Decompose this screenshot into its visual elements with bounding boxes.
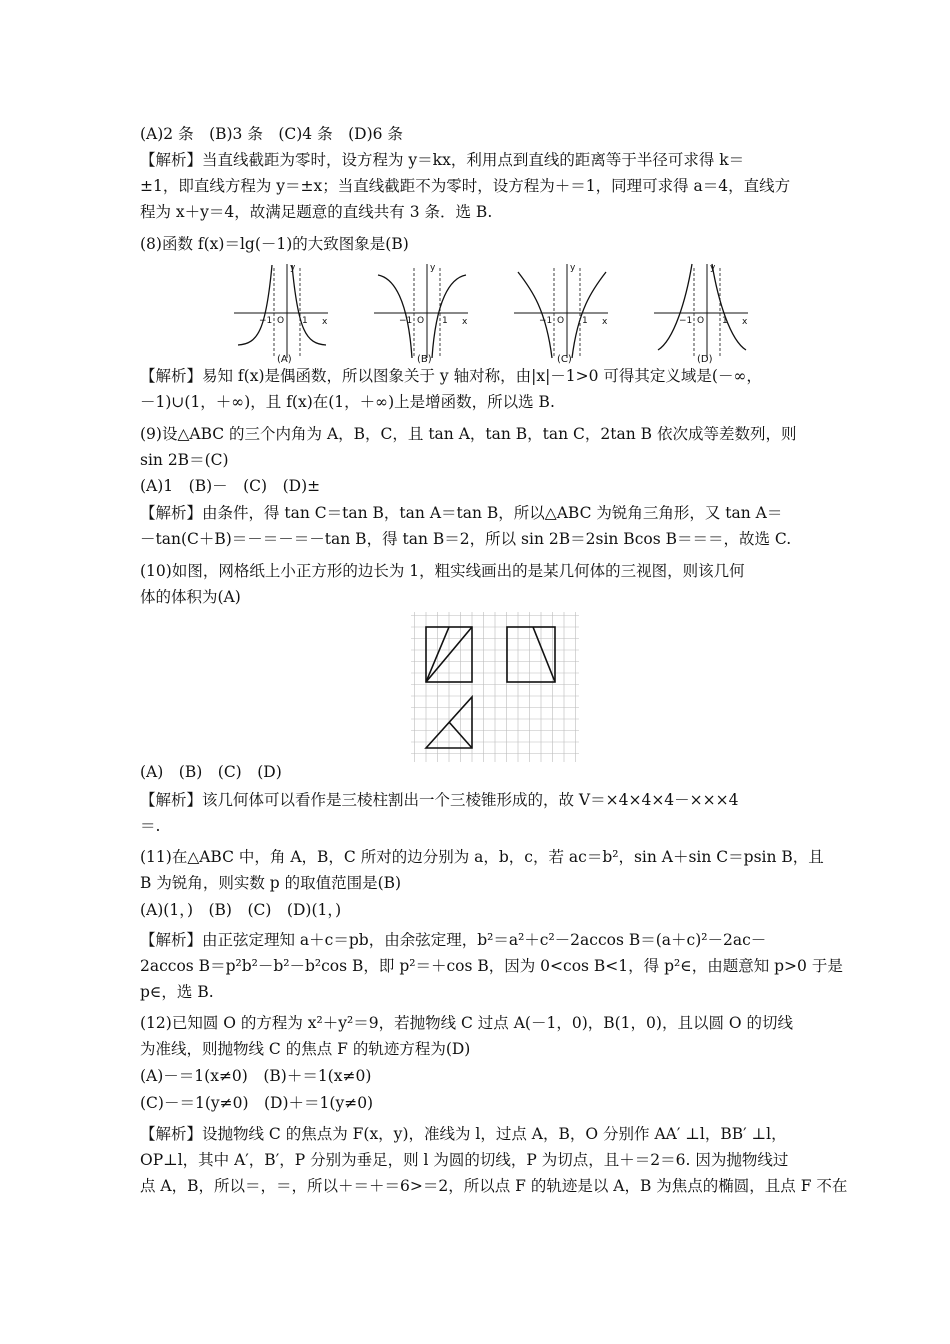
q11-analysis-line-2: 2accos B＝p²b²－b²－b²cos B，即 p²＝＋cos B，因为 0<cos B<1，得 p²∈，由题意知 p>0 于是 bbox=[140, 957, 843, 975]
svg-text:O: O bbox=[417, 316, 425, 326]
graph-a-svg bbox=[232, 260, 332, 360]
svg-text:O: O bbox=[697, 316, 705, 326]
svg-text:1: 1 bbox=[442, 316, 448, 326]
q8-graph-b bbox=[372, 260, 472, 360]
q7-analysis-line-1: 【解析】当直线截距为零时，设方程为 y＝kx，利用点到直线的距离等于半径可求得 k＝ bbox=[140, 151, 745, 169]
svg-text:1: 1 bbox=[722, 316, 728, 326]
svg-text:−1: −1 bbox=[259, 316, 273, 326]
q11-analysis-line-3: p∈，选 B. bbox=[140, 983, 214, 1001]
graph-label-a: (A) bbox=[277, 354, 292, 365]
q12-analysis-line-2: OP⊥l，其中 A′，B′，P 分别为垂足，则 l 为圆的切线，P 为切点，且＋＝2＝6. 因为抛物线过 bbox=[140, 1151, 789, 1169]
y-label: y bbox=[290, 263, 296, 273]
svg-text:y: y bbox=[570, 263, 576, 273]
q9-question-line-1: (9)设△ABC 的三个内角为 A，B，C，且 tan A，tan B，tan C，2tan B 依次成等差数列，则 bbox=[140, 425, 797, 443]
q12-options-1: (A)－＝1(x≠0) (B)＋＝1(x≠0) bbox=[140, 1067, 372, 1085]
svg-text:x: x bbox=[462, 317, 468, 327]
svg-text:−1: −1 bbox=[539, 316, 553, 326]
svg-text:1: 1 bbox=[302, 316, 308, 326]
q10-analysis-line-2: ＝. bbox=[140, 817, 161, 835]
q7-options: (A)2 条 (B)3 条 (C)4 条 (D)6 条 bbox=[140, 125, 403, 143]
svg-text:x: x bbox=[602, 317, 608, 327]
q8-graph-a bbox=[232, 260, 332, 360]
svg-text:y: y bbox=[710, 263, 716, 273]
q10-analysis-line-1: 【解析】该几何体可以看作是三棱柱割出一个三棱锥形成的，故 V＝×4×4×4－×××4 bbox=[140, 791, 739, 809]
graph-label-d: (D) bbox=[697, 354, 713, 365]
graph-label-b: (B) bbox=[417, 354, 432, 365]
q7-analysis-line-3: 程为 x＋y＝4，故满足题意的直线共有 3 条．选 B. bbox=[140, 203, 493, 221]
q12-question-line-1: (12)已知圆 O 的方程为 x²＋y²＝9，若抛物线 C 过点 A(－1，0)，B(1，0)，且以圆 O 的切线 bbox=[140, 1014, 794, 1032]
q10-question-line-1: (10)如图，网格纸上小正方形的边长为 1，粗实线画出的是某几何体的三视图，则该几何 bbox=[140, 562, 745, 580]
q7-analysis-line-2: ±1，即直线方程为 y＝±x；当直线截距不为零时，设方程为＋＝1，同理可求得 a＝4，直线方 bbox=[140, 177, 791, 195]
svg-text:O: O bbox=[557, 316, 565, 326]
q9-analysis-line-1: 【解析】由条件，得 tan C＝tan B，tan A＝tan B，所以△ABC 为锐角三角形，又 tan A＝ bbox=[140, 504, 783, 522]
x-label: x bbox=[322, 317, 328, 327]
q9-analysis-line-2: －tan(C＋B)＝－＝－＝－tan B，得 tan B＝2，所以 sin 2B＝2sin Bcos B＝＝＝，故选 C. bbox=[140, 530, 792, 548]
graph-label-c: (C) bbox=[557, 354, 572, 365]
svg-text:1: 1 bbox=[582, 316, 588, 326]
three-view-figure bbox=[411, 612, 579, 762]
q8-analysis-line-2: －1)∪(1，＋∞)，且 f(x)在(1，＋∞)上是增函数，所以选 B. bbox=[140, 393, 555, 411]
svg-text:x: x bbox=[742, 317, 748, 327]
q9-options: (A)1 (B)－ (C) (D)± bbox=[140, 477, 321, 495]
q12-analysis-line-3: 点 A，B，所以＝，＝，所以＋＝＋＝6>＝2，所以点 F 的轨迹是以 A，B 为焦点的椭圆，且点 F 不在 bbox=[140, 1177, 848, 1195]
q10-options: (A) (B) (C) (D) bbox=[140, 763, 282, 781]
q11-analysis-line-1: 【解析】由正弦定理知 a＋c＝pb，由余弦定理，b²＝a²＋c²－2accos B＝(a＋c)²－2ac－ bbox=[140, 931, 767, 949]
q12-question-line-2: 为准线，则抛物线 C 的焦点 F 的轨迹方程为(D) bbox=[140, 1040, 471, 1058]
q10-question-line-2: 体的体积为(A) bbox=[140, 588, 241, 606]
q11-question-line-2: B 为锐角，则实数 p 的取值范围是(B) bbox=[140, 874, 402, 892]
q11-options: (A)(1，) (B) (C) (D)(1，) bbox=[140, 901, 342, 919]
svg-text:y: y bbox=[430, 263, 436, 273]
q12-options-2: (C)－＝1(y≠0) (D)＋＝1(y≠0) bbox=[140, 1094, 374, 1112]
svg-text:−1: −1 bbox=[399, 316, 413, 326]
q9-question-line-2: sin 2B＝(C) bbox=[140, 451, 229, 469]
q8-graph-d bbox=[652, 260, 752, 360]
svg-text:O: O bbox=[277, 316, 285, 326]
q11-question-line-1: (11)在△ABC 中，角 A，B，C 所对的边分别为 a，b，c，若 ac＝b²，sin A＋sin C＝psin B，且 bbox=[140, 848, 824, 866]
q8-question: (8)函数 f(x)＝lg(－1)的大致图象是(B) bbox=[140, 235, 409, 253]
q12-analysis-line-1: 【解析】设抛物线 C 的焦点为 F(x，y)，准线为 l，过点 A，B，O 分别作 AA′ ⊥l，BB′ ⊥l， bbox=[140, 1125, 787, 1143]
q8-graph-c bbox=[512, 260, 612, 360]
svg-text:−1: −1 bbox=[679, 316, 693, 326]
q8-analysis-line-1: 【解析】易知 f(x)是偶函数，所以图象关于 y 轴对称，由|x|－1>0 可得其定义域是(－∞， bbox=[140, 367, 762, 385]
